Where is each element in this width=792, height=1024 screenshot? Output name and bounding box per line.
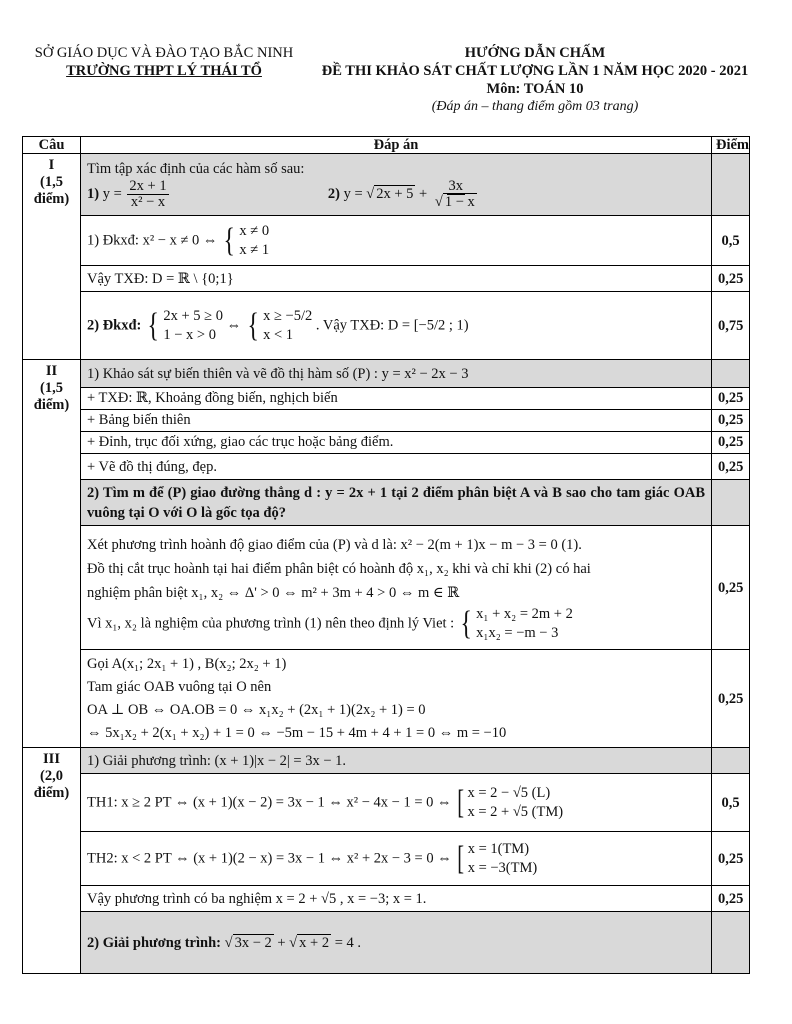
subject: Môn: TOÁN 10	[486, 81, 584, 97]
score: 0,75	[712, 292, 750, 360]
table-row	[23, 432, 750, 454]
answer-cell: TH2: x < 2 PT ⇔ (x + 1)(2 − x) = 3x − 1 ⇔ x² + 2x − 3 = 0 ⇔ [ x = 1(TM) x = −3(TM)	[81, 832, 712, 886]
answer-table	[22, 136, 750, 974]
answer-cell: + TXĐ: ℝ, Khoảng đồng biến, nghịch biến	[81, 388, 712, 410]
score: 0,25	[712, 410, 750, 432]
doc-title: HƯỚNG DẪN CHẤM	[464, 45, 606, 61]
answer-cell: + Bảng biến thiên	[81, 410, 712, 432]
question-prompt: 1) Khảo sát sự biến thiên và vẽ đồ thị hàm số (P) : y = x² − 2x − 3	[81, 360, 712, 388]
score: 0,25	[712, 432, 750, 454]
answer-cell: + Đỉnh, trục đối xứng, giao các trục hoặc bảng điểm.	[81, 432, 712, 454]
question-prompt: Tìm tập xác định của các hàm số sau: 1) y = $\frac{2x + 1}{\text{x² − x}}$ 2) y = √ 2x + 5 + $\frac{3x}{√ 1 - x}$	[81, 154, 712, 216]
table-row	[23, 154, 750, 216]
answer-cell: + Vẽ đồ thị đúng, đẹp.	[81, 454, 712, 480]
answer-cell: 1) Đkxđ: x² − x ≠ 0 ⇔ { x ≠ 0 x ≠ 1	[81, 216, 712, 266]
question-label: III (2,0 điểm)	[23, 748, 81, 974]
table-row	[23, 266, 750, 292]
org-name: SỞ GIÁO DỤC VÀ ĐÀO TẠO BẮC NINH	[34, 45, 294, 61]
table-row	[23, 292, 750, 360]
header-left	[14, 44, 314, 80]
table-row	[23, 912, 750, 974]
score: 0,25	[712, 388, 750, 410]
answer-cell: TH1: x ≥ 2 PT ⇔ (x + 1)(x − 2) = 3x − 1 ⇔ x² − 4x − 1 = 0 ⇔ [ x = 2 − √5 (L) x = 2 + √5 (TM)	[81, 774, 712, 832]
score: 0,25	[712, 454, 750, 480]
col-answer: Đáp án	[81, 137, 712, 154]
table-row	[23, 216, 750, 266]
exam-title: ĐỀ THI KHẢO SÁT CHẤT LƯỢNG LẦN 1 NĂM HỌC 2020 - 2021	[321, 63, 749, 79]
answer-cell: Vậy phương trình có ba nghiệm x = 2 + √5 , x = −3; x = 1.	[81, 886, 712, 912]
table-row	[23, 774, 750, 832]
table-row	[23, 748, 750, 774]
table-row	[23, 832, 750, 886]
score: 0,25	[712, 266, 750, 292]
question-prompt: 2) Giải phương trình: √ 3x − 2 + √ x + 2 = 4 .	[81, 912, 712, 974]
table-row	[23, 650, 750, 748]
header-right	[300, 44, 770, 116]
question-label: I (1,5 điểm)	[23, 154, 81, 360]
table-row	[23, 526, 750, 650]
score: 0,5	[712, 216, 750, 266]
score: 0,5	[712, 774, 750, 832]
answer-cell: Xét phương trình hoành độ giao điểm của (P) và d là: x² − 2(m + 1)x − m − 3 = 0 (1). Đồ thị cắt trục hoành tại hai điểm phân biệt có hoành độ x₁, x₂ khi và chỉ khi (2) có hai nghiệm phân biệt x₁, x₂ ⇔ Δ' > 0 ⇔ m² + 3m + 4 > 0 ⇔ m ∈ ℝ Vì x₁, x₂ là nghiệm của phương trình (1) nên theo định lý Viet : { x₁ + x₂ = 2m + 2 x₁x₂ = −m − 3	[81, 526, 712, 650]
school-name: TRƯỜNG THPT LÝ THÁI TỔ	[66, 63, 262, 79]
answer-cell: Vậy TXĐ: D = ℝ \ {0;1}	[81, 266, 712, 292]
score: 0,25	[712, 526, 750, 650]
table-header-row	[23, 137, 750, 154]
question-label: II (1,5 điểm)	[23, 360, 81, 748]
table-row	[23, 388, 750, 410]
question-prompt: 1) Giải phương trình: (x + 1)|x − 2| = 3x − 1.	[81, 748, 712, 774]
page-note: (Đáp án – thang điểm gồm 03 trang)	[431, 99, 639, 114]
table-row	[23, 410, 750, 432]
score: 0,25	[712, 650, 750, 748]
score: 0,25	[712, 886, 750, 912]
col-question: Câu	[23, 137, 81, 154]
table-row	[23, 886, 750, 912]
table-row	[23, 480, 750, 526]
answer-cell: 2) Đkxđ: { 2x + 5 ≥ 0 1 − x > 0 ⇔ { x ≥ −5/2 x < 1 . Vậy TXĐ: D = [−5/2 ; 1)	[81, 292, 712, 360]
answer-cell: Gọi A(x₁; 2x₁ + 1) , B(x₂; 2x₂ + 1) Tam giác OAB vuông tại O nên OA ⊥ OB ⇔ OA.OB = 0 ⇔ x₁x₂ + (2x₁ + 1)(2x₂ + 1) = 0 ⇔ 5x₁x₂ + 2(x₁ + x₂) + 1 = 0 ⇔ −5m − 15 + 4m + 4 + 1 = 0 ⇔ m = −10	[81, 650, 712, 748]
table-row	[23, 454, 750, 480]
table-row	[23, 360, 750, 388]
question-prompt: 2) Tìm m để (P) giao đường thẳng d : y = 2x + 1 tại 2 điểm phân biệt A và B sao cho tam giác OAB vuông tại O với O là gốc tọa độ?	[81, 480, 712, 526]
col-score: Điểm	[712, 137, 750, 154]
score: 0,25	[712, 832, 750, 886]
